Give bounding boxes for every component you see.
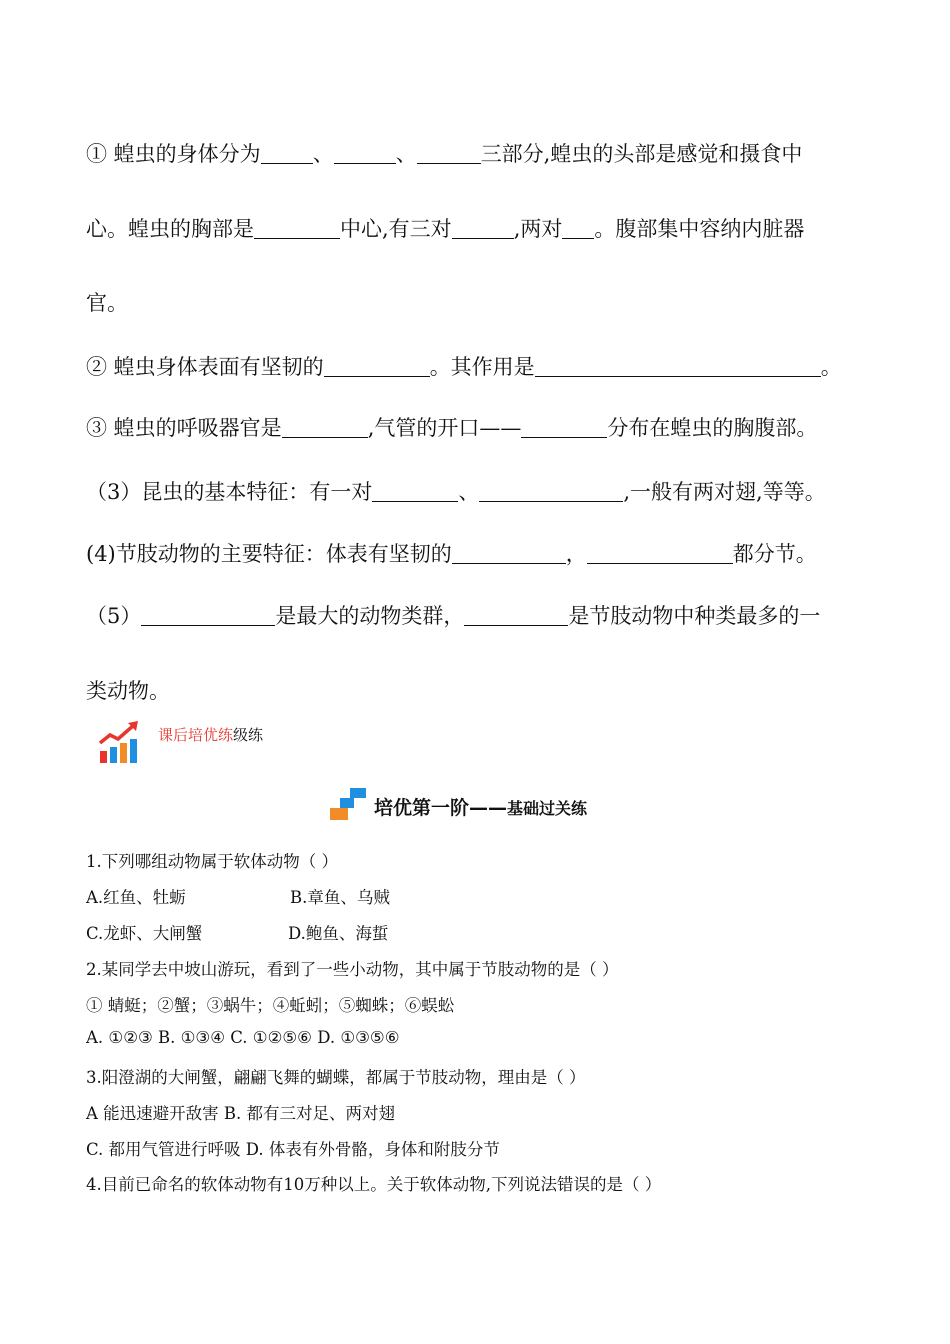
fill-line-2	[86, 213, 804, 243]
text: 三部分,蝗虫的头部是感觉和摄食中	[480, 142, 803, 166]
text: ② 蝗虫身体表面有坚韧的	[86, 355, 324, 379]
text: ，	[565, 542, 587, 566]
answer-blank[interactable]	[282, 416, 368, 438]
question-1-option-c[interactable]: C.龙虾、大闸蟹	[86, 924, 203, 943]
stair-blocks-icon	[328, 786, 368, 822]
text: 。	[820, 355, 842, 379]
text: ,气管的开口——	[367, 416, 522, 440]
question-1-option-b[interactable]: B.章鱼、乌贼	[290, 888, 390, 907]
question-3: 3.阳澄湖的大闸蟹，翩翩飞舞的蝴蝶，都属于节肢动物，理由是（ ）	[86, 1068, 586, 1087]
answer-blank[interactable]	[479, 480, 623, 502]
banner-label	[158, 724, 263, 745]
answer-blank[interactable]	[254, 217, 340, 239]
question-1-option-a[interactable]: A.红鱼、牡蛎	[86, 888, 186, 907]
text: (4)节肢动物的主要特征：体表有坚韧的	[86, 542, 452, 566]
section-title	[328, 782, 587, 822]
text: ③ 蝗虫的呼吸器官是	[86, 416, 282, 440]
answer-blank[interactable]	[417, 142, 481, 164]
text: 是节肢动物中种类最多的一	[568, 604, 821, 628]
text: 心。蝗虫的胸部是	[86, 217, 254, 241]
text: 、	[395, 142, 417, 166]
text: 。其作用是	[429, 355, 535, 379]
fill-line-9	[86, 675, 170, 705]
answer-blank[interactable]	[535, 355, 821, 377]
question-3-options-cd[interactable]: C. 都用气管进行呼吸 D. 体表有外骨骼，身体和附肢分节	[86, 1140, 500, 1159]
answer-blank[interactable]	[452, 542, 566, 564]
text: 官。	[86, 291, 128, 315]
growth-chart-icon	[98, 721, 142, 765]
text: 类动物。	[86, 679, 170, 703]
answer-blank[interactable]	[372, 480, 458, 502]
question-1: 1.下列哪组动物属于软体动物（ ）	[86, 852, 338, 871]
section-title-text	[374, 793, 587, 820]
text: ,一般有两对翅,等等。	[623, 480, 826, 504]
answer-blank[interactable]	[141, 604, 275, 626]
question-4: 4.目前已命名的软体动物有10万种以上。关于软体动物,下列说法错误的是（ ）	[86, 1175, 662, 1194]
question-2: 2.某同学去中坡山游玩，看到了一些小动物，其中属于节肢动物的是（ ）	[86, 960, 619, 979]
text: 都分节。	[732, 542, 817, 566]
answer-blank[interactable]	[587, 542, 733, 564]
text: （5）	[86, 604, 142, 628]
fill-line-1	[86, 138, 802, 168]
text: 、	[458, 480, 480, 504]
answer-blank[interactable]	[261, 142, 313, 164]
answer-blank[interactable]	[334, 142, 396, 164]
practice-banner	[98, 720, 263, 766]
fill-line-6	[86, 476, 826, 506]
section-title-sub: 基础过关练	[507, 799, 588, 818]
answer-blank[interactable]	[452, 217, 514, 239]
question-3-options-ab[interactable]: A 能迅速避开敌害 B. 都有三对足、两对翅	[86, 1104, 396, 1123]
fill-line-4	[86, 351, 842, 381]
fill-line-8	[86, 600, 820, 630]
section-title-main: 培优第一阶——	[374, 797, 508, 819]
text: 是最大的动物类群，	[275, 604, 465, 628]
text: （3）昆虫的基本特征：有一对	[86, 480, 373, 504]
question-1-option-d[interactable]: D.鲍鱼、海蜇	[288, 924, 389, 943]
text: ,两对	[513, 217, 563, 241]
banner-label-red: 课后培优练	[158, 725, 234, 744]
answer-blank[interactable]	[562, 217, 594, 239]
fill-line-7	[86, 538, 817, 568]
banner-label-dark: 级练	[233, 725, 264, 744]
text: 分布在蝗虫的胸腹部。	[607, 416, 818, 440]
fill-line-5	[86, 412, 817, 442]
question-2-options[interactable]: A. ①②③ B. ①③④ C. ①②⑤⑥ D. ①③⑤⑥	[86, 1028, 400, 1047]
text: ① 蝗虫的身体分为	[86, 142, 261, 166]
text: 、	[312, 142, 334, 166]
question-2-items: ① 蜻蜓；②蟹；③蜗牛；④蚯蚓；⑤蜘蛛；⑥蜈蚣	[86, 996, 455, 1015]
text: 。腹部集中容纳内脏器	[594, 217, 805, 241]
text: 中心,有三对	[340, 217, 452, 241]
answer-blank[interactable]	[324, 355, 430, 377]
fill-line-3	[86, 287, 128, 317]
answer-blank[interactable]	[464, 604, 568, 626]
answer-blank[interactable]	[521, 416, 607, 438]
